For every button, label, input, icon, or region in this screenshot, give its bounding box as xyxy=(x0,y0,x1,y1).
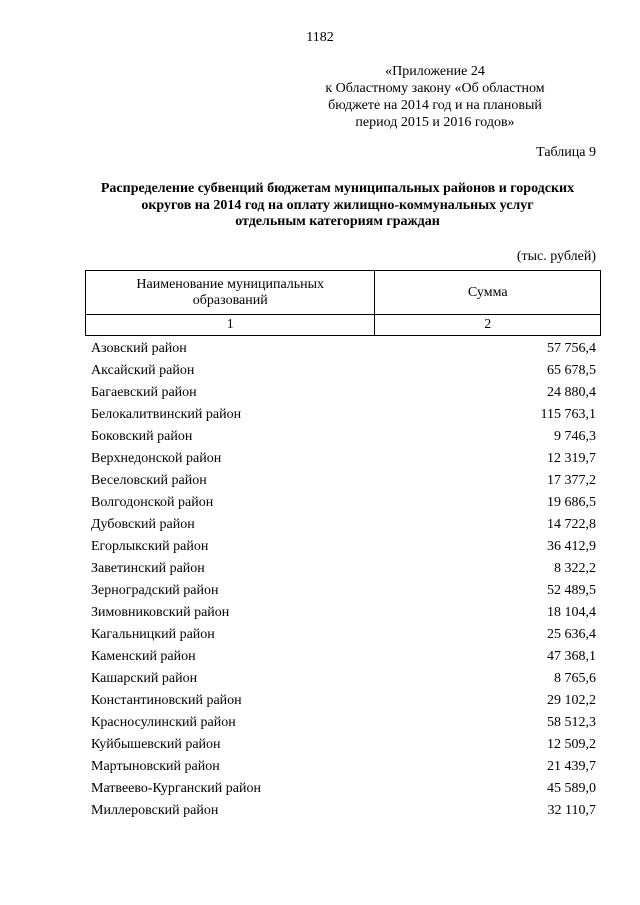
table-row xyxy=(91,800,596,822)
appendix-line: «Приложение 24 xyxy=(385,64,485,79)
row-name: Кагальницкий район xyxy=(91,627,215,642)
header-row xyxy=(86,271,601,315)
row-name: Веселовский район xyxy=(91,473,207,488)
row-name: Дубовский район xyxy=(91,517,195,532)
table-row xyxy=(91,448,596,470)
row-value: 24 880,4 xyxy=(547,385,596,400)
row-value: 14 722,8 xyxy=(547,517,596,532)
row-value: 25 636,4 xyxy=(547,627,596,642)
table-row xyxy=(91,602,596,624)
row-value: 29 102,2 xyxy=(547,693,596,708)
appendix-line: бюджете на 2014 год и на плановый xyxy=(328,98,542,113)
row-name: Зимовниковский район xyxy=(91,605,230,620)
table-row xyxy=(91,470,596,492)
document-title xyxy=(60,181,615,231)
table-row xyxy=(91,712,596,734)
row-name: Куйбышевский район xyxy=(91,737,221,752)
row-name: Заветинский район xyxy=(91,561,205,576)
table-header xyxy=(85,270,601,336)
column-number-row xyxy=(86,315,601,336)
table-row xyxy=(91,580,596,602)
page-number: 1182 xyxy=(306,30,334,45)
row-name: Красносулинский район xyxy=(91,715,236,730)
row-value: 9 746,3 xyxy=(554,429,596,444)
row-name: Аксайский район xyxy=(91,363,195,378)
table-row xyxy=(91,756,596,778)
header-name-line2: образований xyxy=(192,292,268,308)
row-value: 21 439,7 xyxy=(547,759,596,774)
table-row xyxy=(91,404,596,426)
table-row xyxy=(91,668,596,690)
row-name: Каменский район xyxy=(91,649,196,664)
row-value: 36 412,9 xyxy=(547,539,596,554)
row-name: Зерноградский район xyxy=(91,583,219,598)
row-value: 115 763,1 xyxy=(540,407,596,422)
row-name: Миллеровский район xyxy=(91,803,219,818)
row-name: Волгодонской район xyxy=(91,495,214,510)
row-value: 65 678,5 xyxy=(547,363,596,378)
appendix-note xyxy=(300,63,570,131)
row-name: Боковский район xyxy=(91,429,193,444)
row-value: 17 377,2 xyxy=(547,473,596,488)
appendix-line: период 2015 и 2016 годов» xyxy=(355,115,515,130)
header-name-cell xyxy=(86,271,375,315)
row-name: Кашарский район xyxy=(91,671,198,686)
column-number-2: 2 xyxy=(375,315,601,336)
table-row xyxy=(91,382,596,404)
table-row xyxy=(91,734,596,756)
appendix-line: к Областному закону «Об областном xyxy=(325,81,545,96)
header-name-line1: Наименование муниципальных xyxy=(136,276,325,292)
table-row xyxy=(91,492,596,514)
table-row xyxy=(91,514,596,536)
table-row xyxy=(91,338,596,360)
row-value: 58 512,3 xyxy=(547,715,596,730)
table-row xyxy=(91,624,596,646)
column-number-1: 1 xyxy=(86,315,375,336)
header-sum-cell: Сумма xyxy=(375,271,601,315)
row-value: 12 509,2 xyxy=(547,737,596,752)
row-name: Константиновский район xyxy=(91,693,242,708)
row-value: 18 104,4 xyxy=(547,605,596,620)
row-value: 19 686,5 xyxy=(547,495,596,510)
title-line: Распределение субвенций бюджетам муниципальных районов и городских xyxy=(100,181,575,196)
row-value: 52 489,5 xyxy=(547,583,596,598)
table-row xyxy=(91,360,596,382)
table-row xyxy=(91,426,596,448)
table-row xyxy=(91,558,596,580)
row-value: 8 765,6 xyxy=(554,671,596,686)
row-name: Егорлыкский район xyxy=(91,539,209,554)
title-line: округов на 2014 год на оплату жилищно-коммунальных услуг xyxy=(141,197,534,213)
row-value: 32 110,7 xyxy=(547,803,596,818)
row-name: Багаевский район xyxy=(91,385,197,400)
table-number: Таблица 9 xyxy=(536,145,596,160)
row-value: 8 322,2 xyxy=(554,561,596,576)
table-body xyxy=(91,338,596,822)
table-row xyxy=(91,690,596,712)
row-name: Мартыновский район xyxy=(91,759,220,774)
row-value: 57 756,4 xyxy=(547,341,596,356)
row-value: 47 368,1 xyxy=(547,649,596,664)
table-row xyxy=(91,646,596,668)
row-name: Азовский район xyxy=(91,341,187,356)
units-note: (тыс. рублей) xyxy=(516,249,596,264)
table-row xyxy=(91,536,596,558)
row-name: Верхнедонской район xyxy=(91,451,222,466)
row-name: Матвеево-Курганский район xyxy=(91,781,261,796)
table-row xyxy=(91,778,596,800)
row-value: 12 319,7 xyxy=(547,451,596,466)
title-line: отдельным категориям граждан xyxy=(235,214,440,229)
row-name: Белокалитвинский район xyxy=(91,407,242,422)
row-value: 45 589,0 xyxy=(547,781,596,796)
